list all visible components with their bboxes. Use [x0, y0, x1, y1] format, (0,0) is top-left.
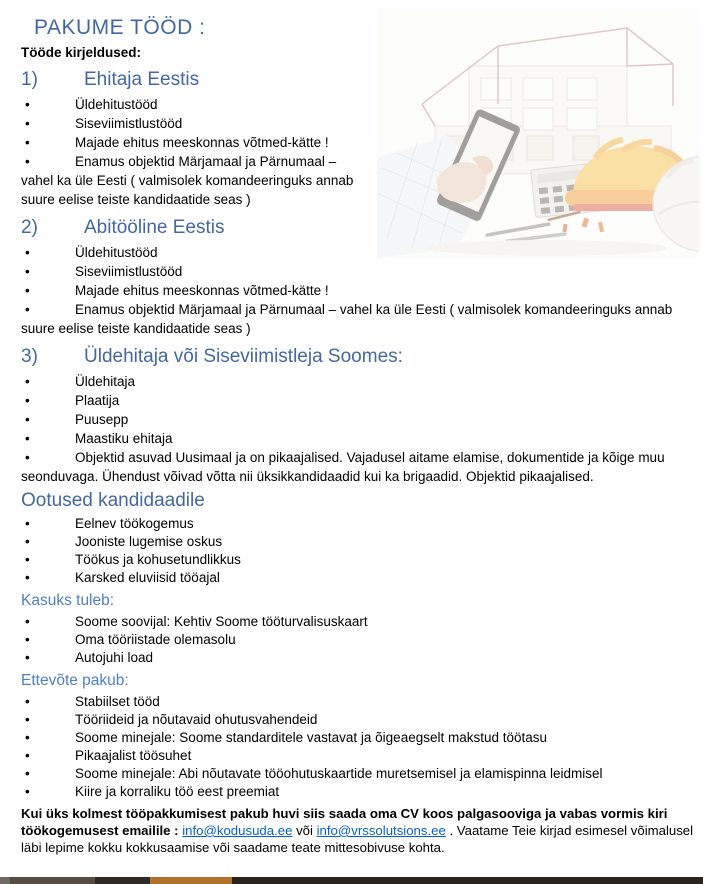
footer-rest-text: . Vaatame Teie kirjad esimesel võimalusel läbi lepime kokku kokkusaamise või saadame teate mittesobivuse kohta. [21, 823, 694, 855]
list-item-text: Soome minejale: Abi nõutavate tööohutuskaartide muretsemisel ja elamispinna leidmisel [75, 766, 603, 781]
list-item-text: Majade ehitus meeskonnas võtmed-kätte ! [75, 135, 329, 150]
list-item [21, 410, 699, 429]
list-item-text: Jooniste lugemise oskus [75, 534, 223, 549]
list-item-text: Üldehitustööd [75, 97, 158, 112]
advantages-list [21, 613, 699, 667]
list-item-text: Siseviimistlustööd [75, 264, 183, 279]
bullet-icon: • [25, 154, 30, 169]
bullet-icon: • [25, 393, 30, 408]
list-item [21, 631, 699, 649]
bullet-icon: • [25, 283, 30, 298]
section-heading-label: Üldehitaja või Siseviimistleja Soomes: [84, 346, 403, 367]
list-item [21, 448, 699, 486]
footer-bold-text: Kui üks kolmest tööpakkumisest pakub huvi siis saada oma CV koos palgasooviga ja vabas vormis kiri töökogemusest emailile : [21, 806, 668, 838]
section-number: 2) [21, 217, 38, 238]
list-item-text: Objektid asuvad Uusimaal ja on pikaajalised. Vajadusel aitame elamise, dokumentide ja kõige muu seonduvaga. Ühendust võivad võtta nii üksikkandidaadid kui ka brigaadid. Objektid pikaajalised. [21, 450, 665, 484]
bullet-icon: • [25, 632, 30, 647]
list-item [21, 711, 699, 729]
section-number: 3) [21, 346, 38, 367]
list-item [21, 533, 699, 551]
list-item [21, 372, 699, 391]
bullet-icon: • [25, 450, 30, 465]
list-item-text: Üldehitustööd [75, 245, 158, 260]
list-item-text: Autojuhi load [75, 650, 154, 665]
subheading-ettevote-pakub: Ettevõte pakub: [21, 672, 129, 689]
bullet-icon: • [25, 552, 30, 567]
page-title: PAKUME TÖÖD : [34, 16, 206, 39]
email-link-vrssolutsions[interactable]: info@vrssolutsions.ee [316, 823, 446, 838]
section-number: 1) [21, 69, 38, 90]
list-item-text: Karsked eluviisid tööajal [75, 570, 220, 585]
list-item-text: Soome soovijal: Kehtiv Soome tööturvalisuskaart [75, 614, 368, 629]
list-item-text: Majade ehitus meeskonnas võtmed-kätte ! [75, 283, 329, 298]
bullet-icon: • [25, 374, 30, 389]
list-item-text: Pikaajalist töösuhet [75, 748, 192, 763]
footer-paragraph [21, 805, 699, 856]
list-item-text: Maastiku ehitaja [75, 431, 173, 446]
bullet-icon: • [25, 730, 30, 745]
bullet-icon: • [25, 748, 30, 763]
list-item [21, 729, 699, 747]
list-item-text: Tööriideid ja nõutavaid ohutusvahendeid [75, 712, 318, 727]
bullet-icon: • [25, 516, 30, 531]
bullet-icon: • [25, 650, 30, 665]
bullet-icon: • [25, 712, 30, 727]
bullet-icon: • [25, 302, 30, 317]
bullet-icon: • [25, 135, 30, 150]
construction-photo [377, 8, 699, 260]
list-item-text: Soome minejale: Soome standarditele vastavat ja õigeaegselt makstud töötasu [75, 730, 548, 745]
section-heading-label: Ehitaja Eestis [84, 69, 200, 90]
list-item [21, 613, 699, 631]
bullet-icon: • [25, 694, 30, 709]
list-item [21, 391, 699, 410]
section-heading-label: Abitööline Eestis [84, 217, 225, 238]
list-item-text: Kiire ja korraliku töö eest preemiat [75, 784, 280, 799]
list-item [21, 783, 699, 801]
bullet-icon: • [25, 412, 30, 427]
bullet-icon: • [25, 116, 30, 131]
list-item [21, 262, 699, 281]
list-item-text: Enamus objektid Märjamaal ja Pärnumaal – vahel ka üle Eesti ( valmisolek komandeeringuks annab suure eelise teiste kandidaatide seas ) [21, 302, 673, 336]
bullet-icon: • [25, 614, 30, 629]
list-item-text: Stabiilset tööd [75, 694, 160, 709]
list-item [21, 765, 699, 783]
list-item-text: Siseviimistlustööd [75, 116, 183, 131]
list-item-text: Oma tööriistade olemasolu [75, 632, 236, 647]
bullet-icon: • [25, 570, 30, 585]
list-item [21, 747, 699, 765]
page-subtitle: Tööde kirjeldused: [21, 45, 142, 60]
section-heading-uldehitaja-soomes [21, 346, 699, 368]
list-item-text: Töökus ja kohusetundlikkus [75, 552, 241, 567]
list-item [21, 649, 699, 667]
bullet-icon: • [25, 784, 30, 799]
bullet-icon: • [25, 534, 30, 549]
bullet-icon: • [25, 431, 30, 446]
section-3-list [21, 372, 699, 486]
list-item [21, 281, 699, 300]
footer-separator: või [292, 823, 317, 838]
list-item [21, 551, 699, 569]
list-item [21, 429, 699, 448]
bullet-icon: • [25, 245, 30, 260]
bullet-icon: • [25, 766, 30, 781]
bullet-icon: • [25, 264, 30, 279]
section-heading-ootused: Ootused kandidaadile [21, 490, 205, 511]
list-item [21, 693, 699, 711]
subheading-kasuks-tuleb: Kasuks tuleb: [21, 592, 115, 609]
bullet-icon: • [25, 97, 30, 112]
list-item [21, 300, 699, 338]
list-item-text: Plaatija [75, 393, 120, 408]
expectations-list [21, 515, 699, 587]
list-item-text: Puusepp [75, 412, 129, 427]
list-item-text: Enamus objektid Märjamaal ja Pärnumaal – vahel ka üle Eesti ( valmisolek komandeeringuks annab suure eelise teiste kandidaatide seas ) [21, 154, 354, 207]
list-item-text: Üldehitaja [75, 374, 136, 389]
list-item [21, 515, 699, 533]
offers-list [21, 693, 699, 801]
bottom-image-strip [0, 877, 703, 884]
list-item-text: Eelnev töökogemus [75, 516, 194, 531]
list-item [21, 569, 699, 587]
email-link-kodusuda[interactable]: info@kodusuda.ee [182, 823, 293, 838]
